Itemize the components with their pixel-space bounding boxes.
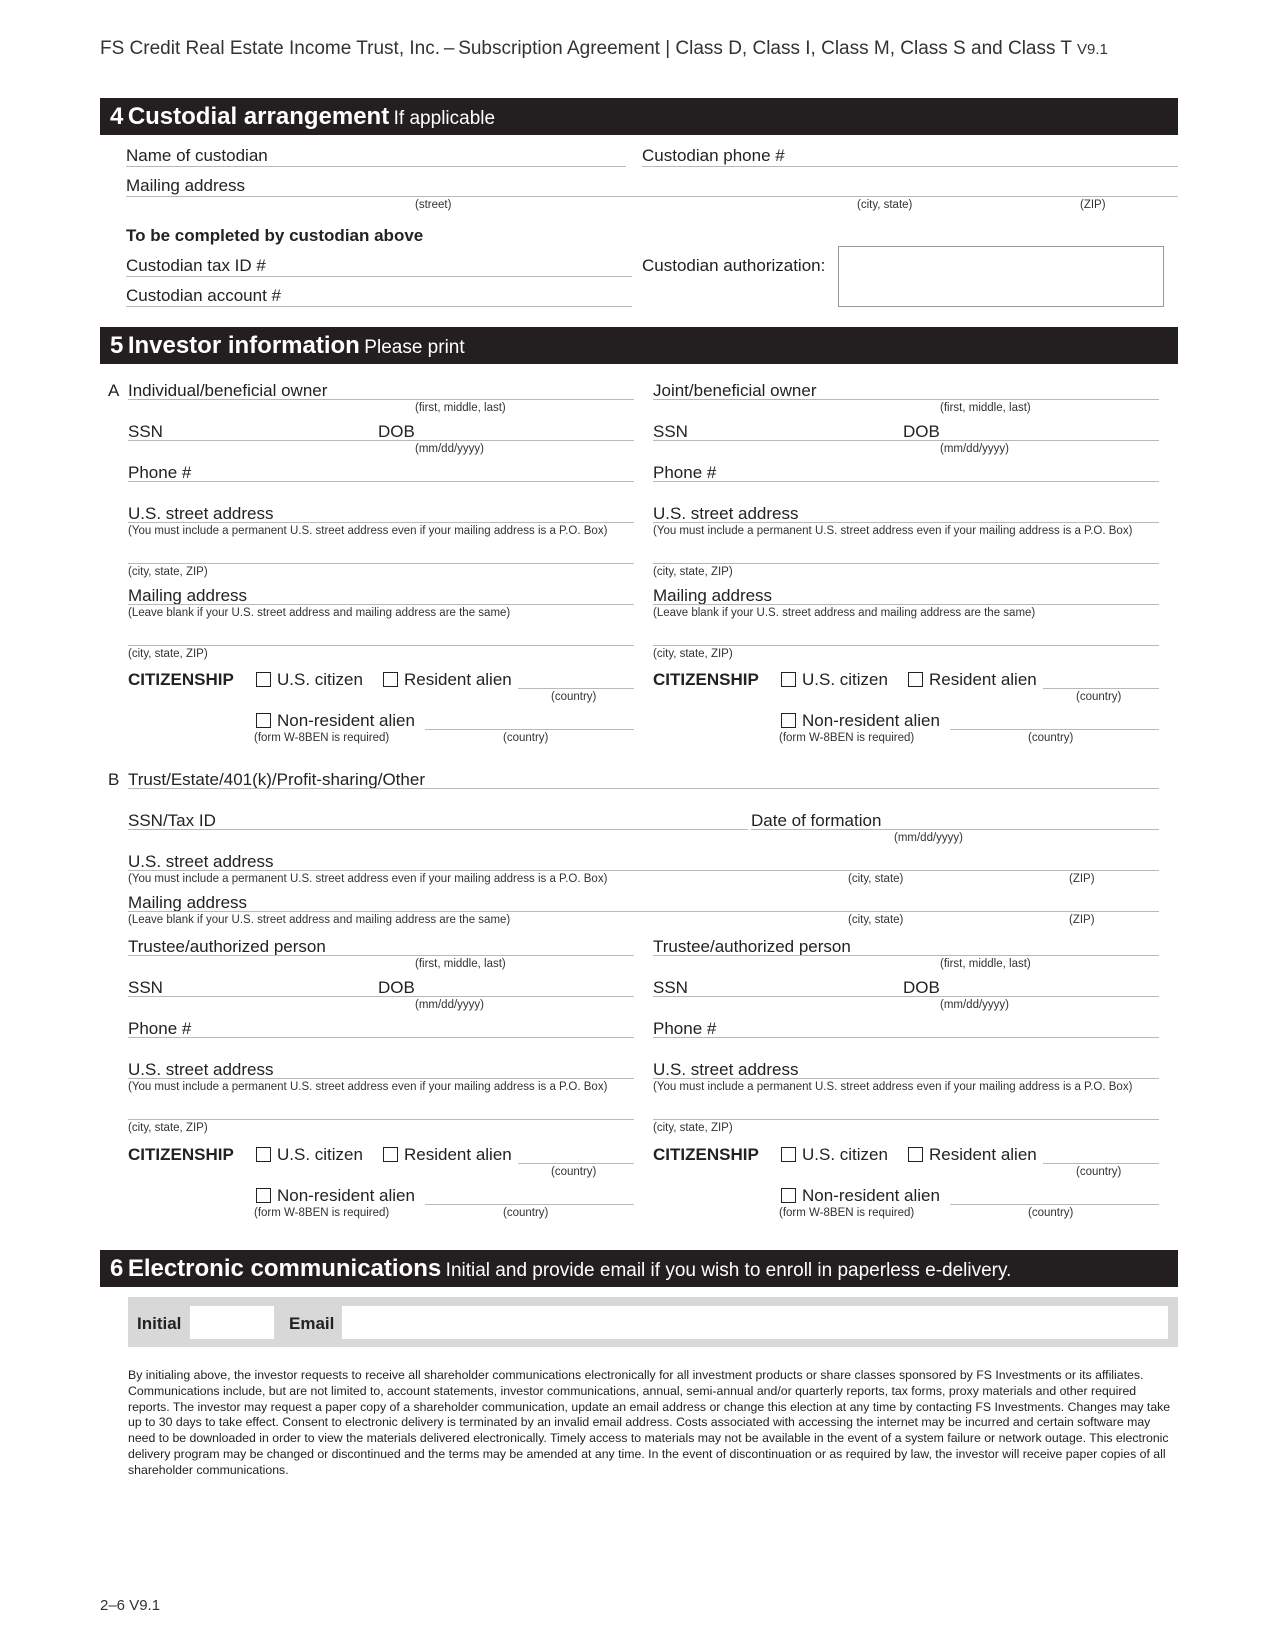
custodian-account-label: Custodian account # [126,286,281,305]
trustee-right-us-city-field[interactable] [653,1119,1159,1120]
subsection-b-letter: B [108,770,120,789]
section-6-subtitle: Initial and provide email if you wish to enroll in paperless e-delivery. [445,1260,1012,1281]
trust-us-street-field[interactable] [128,870,1159,871]
trustee-right-dob-label: DOB [903,978,940,997]
joint-ssn-field[interactable] [653,440,903,441]
trustee-right-ssn-field[interactable] [653,996,903,997]
custodian-phone-field[interactable] [642,166,1178,167]
joint-us-city-field[interactable] [653,563,1159,564]
custodian-account-field[interactable] [126,306,632,307]
custodian-tax-id-label: Custodian tax ID # [126,256,266,275]
individual-non-resident-alien-checkbox[interactable] [256,713,271,728]
trustee-right-phone-field[interactable] [653,1037,1159,1038]
individual-mailing-label: Mailing address [128,586,248,605]
section-6-header: 6 Electronic communications Initial and provide email if you wish to enroll in paperless e-delivery. [100,1250,1178,1287]
trustee-right-us-street-label: U.S. street address [653,1060,799,1079]
trustee-right-name-field[interactable] [653,955,1159,956]
hint-zip: (ZIP) [1080,199,1106,211]
joint-resident-alien-checkbox[interactable] [908,672,923,687]
custodian-mailing-address-field[interactable] [126,196,1178,197]
custodian-authorization-label: Custodian authorization: [642,256,826,275]
trustee-left-ssn-label: SSN [128,978,163,997]
trustee-left-name-field[interactable] [128,955,634,956]
trustee-right-non-resident-alien-checkbox[interactable] [781,1188,796,1203]
individual-us-citizen-checkbox[interactable] [256,672,271,687]
individual-owner-label: Individual/beneficial owner [128,381,328,400]
joint-non-resident-alien-checkbox[interactable] [781,713,796,728]
completed-by-custodian-heading: To be completed by custodian above [126,226,424,245]
subsection-a-letter: A [108,381,120,400]
trustee-right-citizenship-label: CITIZENSHIP [653,1145,759,1164]
individual-non-resident-country-field[interactable] [425,729,634,730]
section-4-title: Custodial arrangement [127,103,390,130]
custodian-tax-id-field[interactable] [126,276,632,277]
trustee-left-phone-field[interactable] [128,1037,634,1038]
joint-dob-label: DOB [903,422,940,441]
trustee-left-dob-field[interactable] [378,996,634,997]
date-of-formation-label: Date of formation [751,811,882,830]
trustee-right-ssn-label: SSN [653,978,688,997]
page-number: 2–6 V9.1 [100,1597,161,1614]
name-of-custodian-label: Name of custodian [126,146,268,165]
individual-us-street-label: U.S. street address [128,504,274,523]
date-of-formation-field[interactable] [751,829,1159,830]
trustee-left-phone-label: Phone # [128,1019,192,1038]
page-header [100,38,1108,60]
trust-us-street-label: U.S. street address [128,852,274,871]
individual-phone-field[interactable] [128,481,634,482]
document-version: V9.1 [1076,41,1108,58]
trustee-left-citizenship-label: CITIZENSHIP [128,1145,234,1164]
joint-mailing-city-field[interactable] [653,645,1159,646]
individual-dob-label: DOB [378,422,415,441]
trustee-right-resident-country-field[interactable] [1043,1163,1159,1164]
individual-us-street-field[interactable] [128,522,634,523]
trustee-left-us-street-field[interactable] [128,1078,634,1079]
trustee-left-us-citizen-checkbox[interactable] [256,1147,271,1162]
trust-name-field[interactable] [128,788,1159,789]
trustee-left-label: Trustee/authorized person [128,937,326,956]
trust-label: Trust/Estate/401(k)/Profit-sharing/Other [128,770,425,789]
individual-us-city-field[interactable] [128,563,634,564]
email-label: Email [289,1314,335,1333]
trustee-left-dob-label: DOB [378,978,415,997]
trust-ssn-tax-id-label: SSN/Tax ID [128,811,216,830]
initial-input[interactable] [190,1306,274,1339]
joint-dob-field[interactable] [903,440,1159,441]
individual-ssn-field[interactable] [128,440,378,441]
individual-resident-country-field[interactable] [518,688,634,689]
joint-us-street-field[interactable] [653,522,1159,523]
individual-ssn-label: SSN [128,422,163,441]
joint-owner-name-field[interactable] [653,399,1159,400]
custodian-authorization-box[interactable] [838,246,1164,307]
section-5-title: Investor information [127,332,360,359]
trust-mailing-field[interactable] [128,911,1159,912]
joint-phone-label: Phone # [653,463,717,482]
joint-mailing-field[interactable] [653,604,1159,605]
joint-ssn-label: SSN [653,422,688,441]
initial-label: Initial [137,1314,182,1333]
e-delivery-disclaimer: By initialing above, the investor requests to receive all shareholder communications electronically for all investment products or share classes sponsored by FS Investments or its affiliates. Communications include, but are not limited to, account statements, investor communications, annual, semi-annual and/or quarterly reports, tax forms, proxy materials and other required reports. The investor may request a paper copy of a shareholder communication, update an email address or change this election at any time by contacting FS Investments. Changes may take up to 30 days to take effect. Consent to electronic delivery is terminated by an invalid email address. Costs associated with accessing the internet may be incurred and certain software may need to be downloaded in order to view the materials delivered electronically. Timely access to materials may not be available in the event of a system failure or network outage. This electronic delivery program may be changed or discontinued and the terms may be amended at any time. In the event of discontinuation or as required by law, the investor will receive paper copies of all shareholder communications. [128,1368,1171,1477]
joint-mailing-label: Mailing address [653,586,773,605]
trustee-right-phone-label: Phone # [653,1019,717,1038]
individual-dob-field[interactable] [378,440,634,441]
individual-owner-name-field[interactable] [128,399,634,400]
trustee-left-non-resident-country-field[interactable] [425,1204,634,1205]
joint-owner-label: Joint/beneficial owner [653,381,817,400]
individual-phone-label: Phone # [128,463,192,482]
individual-mailing-city-field[interactable] [128,645,634,646]
joint-citizenship-label: CITIZENSHIP [653,670,759,689]
joint-us-street-label: U.S. street address [653,504,799,523]
trustee-left-us-city-field[interactable] [128,1119,634,1120]
joint-non-resident-country-field[interactable] [950,729,1159,730]
trust-ssn-tax-id-field[interactable] [128,829,748,830]
trustee-right-us-street-field[interactable] [653,1078,1159,1079]
section-4-header: 4 Custodial arrangement If applicable [100,98,1178,135]
joint-resident-country-field[interactable] [1043,688,1159,689]
section-4-subtitle: If applicable [393,108,496,129]
hint-street: (street) [415,199,452,211]
individual-resident-alien-checkbox[interactable] [383,672,398,687]
email-input[interactable] [342,1306,1168,1339]
trustee-right-label: Trustee/authorized person [653,937,851,956]
trust-mailing-label: Mailing address [128,893,248,912]
trustee-right-non-resident-country-field[interactable] [950,1204,1159,1205]
trustee-right-dob-field[interactable] [903,996,1159,997]
custodian-mailing-address-label: Mailing address [126,176,246,195]
name-of-custodian-field[interactable] [126,166,626,167]
individual-citizenship-label: CITIZENSHIP [128,670,234,689]
trustee-right-resident-alien-checkbox[interactable] [908,1147,923,1162]
hint-city-state: (city, state) [857,199,913,211]
trustee-left-us-street-label: U.S. street address [128,1060,274,1079]
trustee-left-non-resident-alien-checkbox[interactable] [256,1188,271,1203]
joint-us-citizen-checkbox[interactable] [781,672,796,687]
document-title: FS Credit Real Estate Income Trust, Inc. – Subscription Agreement | Class D, Class I, Class M, Class S and Class T [100,38,1072,59]
section-5-header: 5 Investor information Please print [100,327,1178,364]
trustee-right-us-citizen-checkbox[interactable] [781,1147,796,1162]
trustee-left-resident-alien-checkbox[interactable] [383,1147,398,1162]
joint-phone-field[interactable] [653,481,1159,482]
trustee-left-ssn-field[interactable] [128,996,378,997]
individual-mailing-field[interactable] [128,604,634,605]
section-6-title: Electronic communications [127,1255,442,1282]
section-5-subtitle: Please print [364,337,465,358]
custodian-phone-label: Custodian phone # [642,146,785,165]
trustee-left-resident-country-field[interactable] [518,1163,634,1164]
